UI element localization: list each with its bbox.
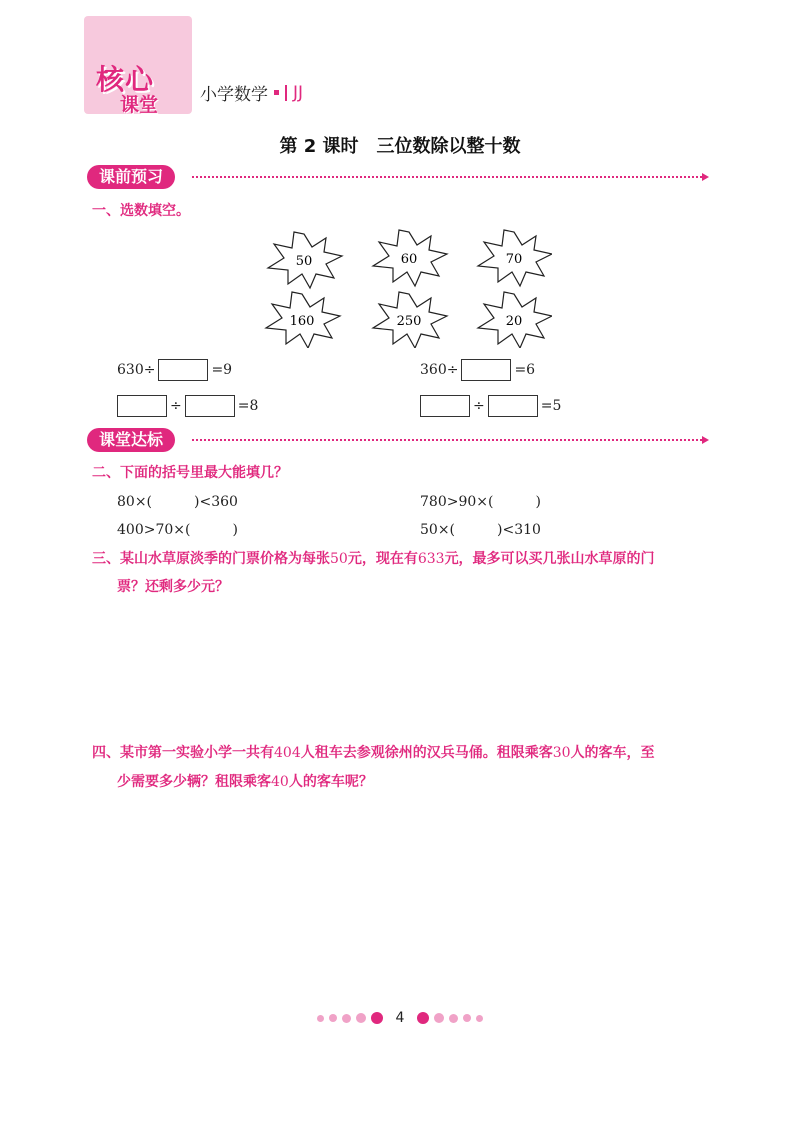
- burst-160: [266, 292, 340, 348]
- burst-label: 20: [505, 314, 523, 329]
- page-footer: [0, 1010, 800, 1026]
- expr-suffix: =8: [237, 398, 259, 414]
- dot-icon: [434, 1013, 444, 1023]
- burst-50: [268, 232, 342, 288]
- subject-label: [200, 80, 303, 105]
- expr-prefix: 630÷: [117, 362, 156, 378]
- question-3-line-1: [92, 546, 655, 572]
- page-number: 4: [395, 1010, 405, 1026]
- q3-text: 三、某山水草原淡季的门票价格为每张: [92, 551, 330, 567]
- answer-box[interactable]: [420, 395, 470, 417]
- subject-name: 小学数学: [200, 85, 268, 105]
- dot-icon: [317, 1015, 324, 1022]
- lesson-title: 第 2 课时 三位数除以整十数: [279, 136, 521, 157]
- dot-icon: [371, 1012, 383, 1024]
- answer-box[interactable]: [117, 395, 167, 417]
- dot-icon: [449, 1014, 458, 1023]
- section-preview-label: 课前预习: [87, 165, 175, 189]
- expr-suffix: =9: [211, 362, 233, 378]
- q4-number: 404: [274, 745, 301, 761]
- q3-text: 元，现在有: [347, 551, 418, 567]
- answer-box[interactable]: [488, 395, 538, 417]
- burst-label: 160: [289, 314, 315, 329]
- expr-middle: ÷: [170, 398, 182, 414]
- q4-number: 30: [552, 745, 571, 761]
- number-bursts: [262, 228, 552, 348]
- section-practice-divider: [192, 439, 702, 441]
- section-preview-divider: [192, 176, 702, 178]
- q4-text: 人的客车呢？: [288, 774, 373, 790]
- burst-250: [373, 292, 447, 348]
- edition-label: JJ: [293, 82, 304, 103]
- expr-360: [420, 359, 535, 381]
- dot-icon: [463, 1014, 471, 1022]
- q2-item: 80×( )<360: [117, 494, 238, 510]
- question-4-line-2: [117, 769, 373, 795]
- expr-div-5: [420, 395, 561, 417]
- divider-bar: [285, 85, 287, 101]
- q2-item: 400>70×( ): [117, 522, 238, 538]
- answer-box[interactable]: [461, 359, 511, 381]
- arrow-right-icon: [702, 436, 709, 444]
- dot-icon: [476, 1015, 483, 1022]
- expr-prefix: 360÷: [420, 362, 459, 378]
- answer-box[interactable]: [158, 359, 208, 381]
- expr-suffix: =5: [540, 398, 562, 414]
- q2-item: 780>90×( ): [420, 494, 541, 510]
- q4-number: 40: [271, 774, 289, 790]
- burst-label: 70: [505, 252, 523, 267]
- expr-suffix: =6: [514, 362, 536, 378]
- q4-text: 人租车去参观徐州的汉兵马俑。租限乘客: [300, 745, 553, 761]
- burst-label: 60: [400, 252, 418, 267]
- q4-text: 少需要多少辆？租限乘客: [117, 774, 271, 790]
- burst-20: [478, 292, 552, 348]
- q3-text: 元，最多可以买几张山水草原的门: [444, 551, 655, 567]
- answer-box[interactable]: [185, 395, 235, 417]
- expr-div-8: [117, 395, 258, 417]
- burst-60: [373, 230, 447, 286]
- dot-icon: [342, 1014, 351, 1023]
- expr-middle: ÷: [473, 398, 485, 414]
- dot-icon: [356, 1013, 366, 1023]
- section-practice-label: 课堂达标: [87, 428, 175, 452]
- question-2-heading: 二、下面的括号里最大能填几？: [92, 465, 288, 481]
- logo-subtitle: 课堂: [120, 94, 159, 116]
- logo-title: 核心: [96, 63, 155, 96]
- burst-label: 50: [295, 254, 313, 269]
- q3-number: 50: [330, 551, 348, 567]
- q3-number: 633: [417, 551, 445, 567]
- question-4-line-1: [92, 740, 655, 766]
- burst-70: [478, 230, 552, 286]
- burst-label: 250: [396, 314, 422, 329]
- dot-icon: [417, 1012, 429, 1024]
- arrow-right-icon: [702, 173, 709, 181]
- q4-text: 四、某市第一实验小学一共有: [92, 745, 274, 761]
- dot-icon: [329, 1014, 337, 1022]
- square-bullet-icon: [274, 90, 279, 95]
- expr-630: [117, 359, 232, 381]
- q2-item: 50×( )<310: [420, 522, 541, 538]
- question-3-line-2: 票？还剩多少元？: [117, 579, 229, 595]
- q4-text: 人的客车，至: [570, 745, 655, 761]
- question-1-heading: 一、选数填空。: [92, 203, 190, 219]
